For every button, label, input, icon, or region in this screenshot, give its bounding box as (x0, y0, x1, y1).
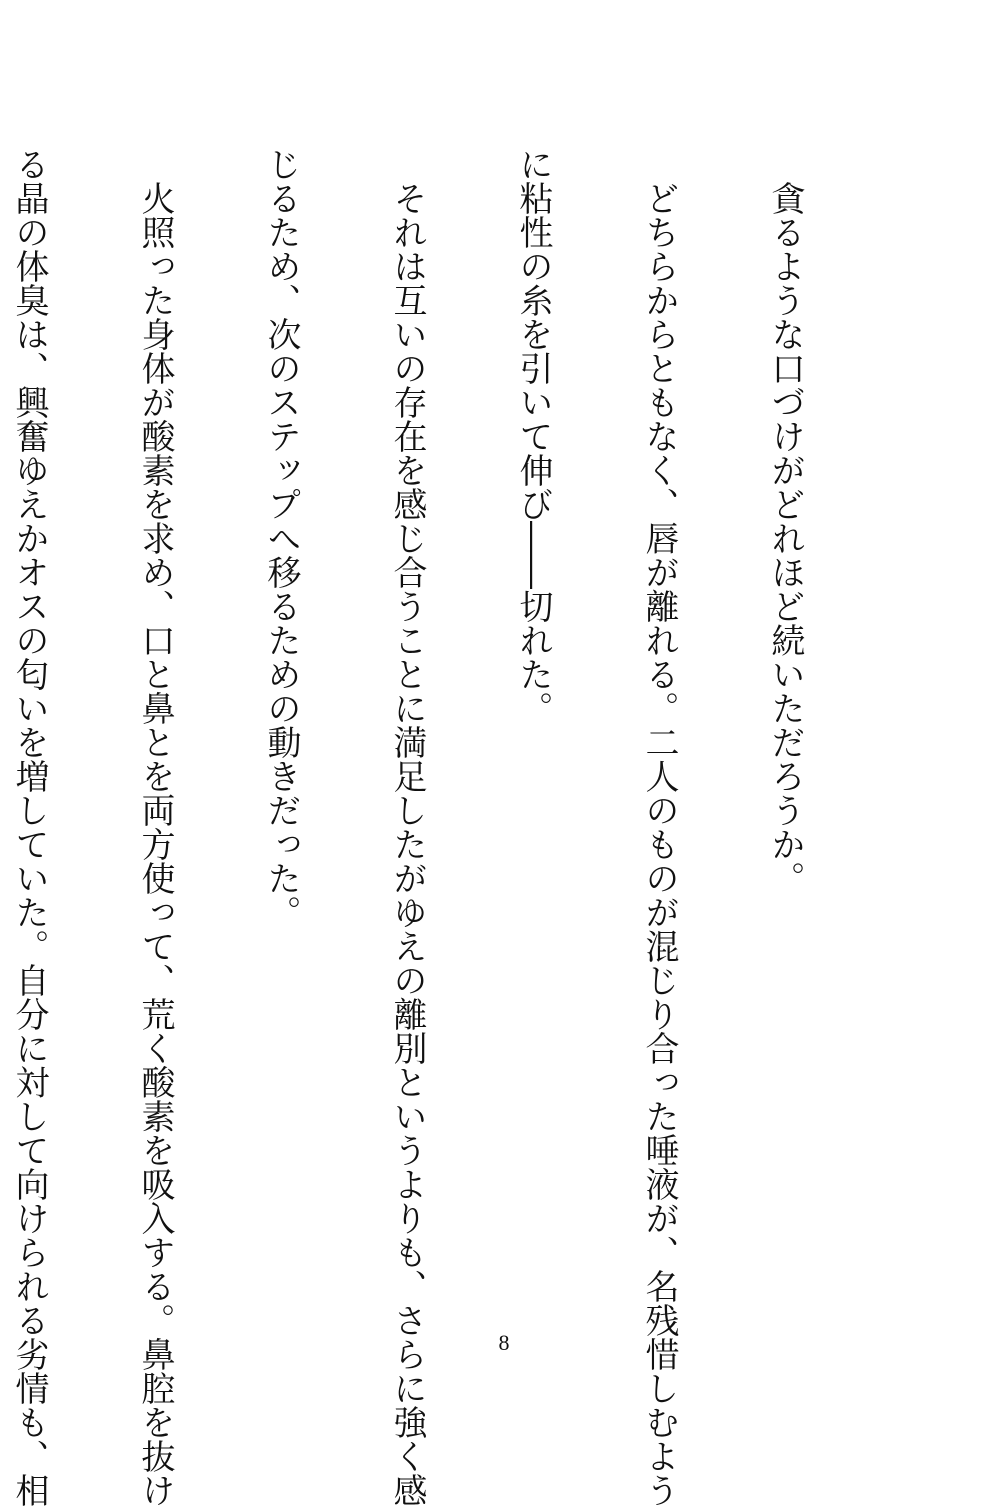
text-line: じるため、次のステップへ移るための動きだった。 (261, 147, 301, 929)
text-line: 火照った身体が酸素を求め、口と鼻とを両方使って、荒く酸素を吸入する。鼻腔を抜け (135, 147, 175, 1507)
text-line: に粘性の糸を引いて伸び――切れた。 (513, 147, 553, 725)
text-line: それは互いの存在を感じ合うことに満足したがゆえの離別というよりも、さらに強く感 (387, 147, 427, 1507)
text-line: 貪るような口づけがどれほど続いただろうか。 (765, 147, 805, 895)
vertical-text-body (0, 147, 890, 1507)
text-line: どちらからともなく、唇が離れる。二人のものが混じり合った唾液が、名残惜しむよう (639, 147, 679, 1507)
text-line: る晶の体臭は、興奮ゆえかオスの匂いを増していた。自分に対して向けられる劣情も、相 (9, 147, 49, 1507)
page-number: 8 (498, 1330, 510, 1355)
